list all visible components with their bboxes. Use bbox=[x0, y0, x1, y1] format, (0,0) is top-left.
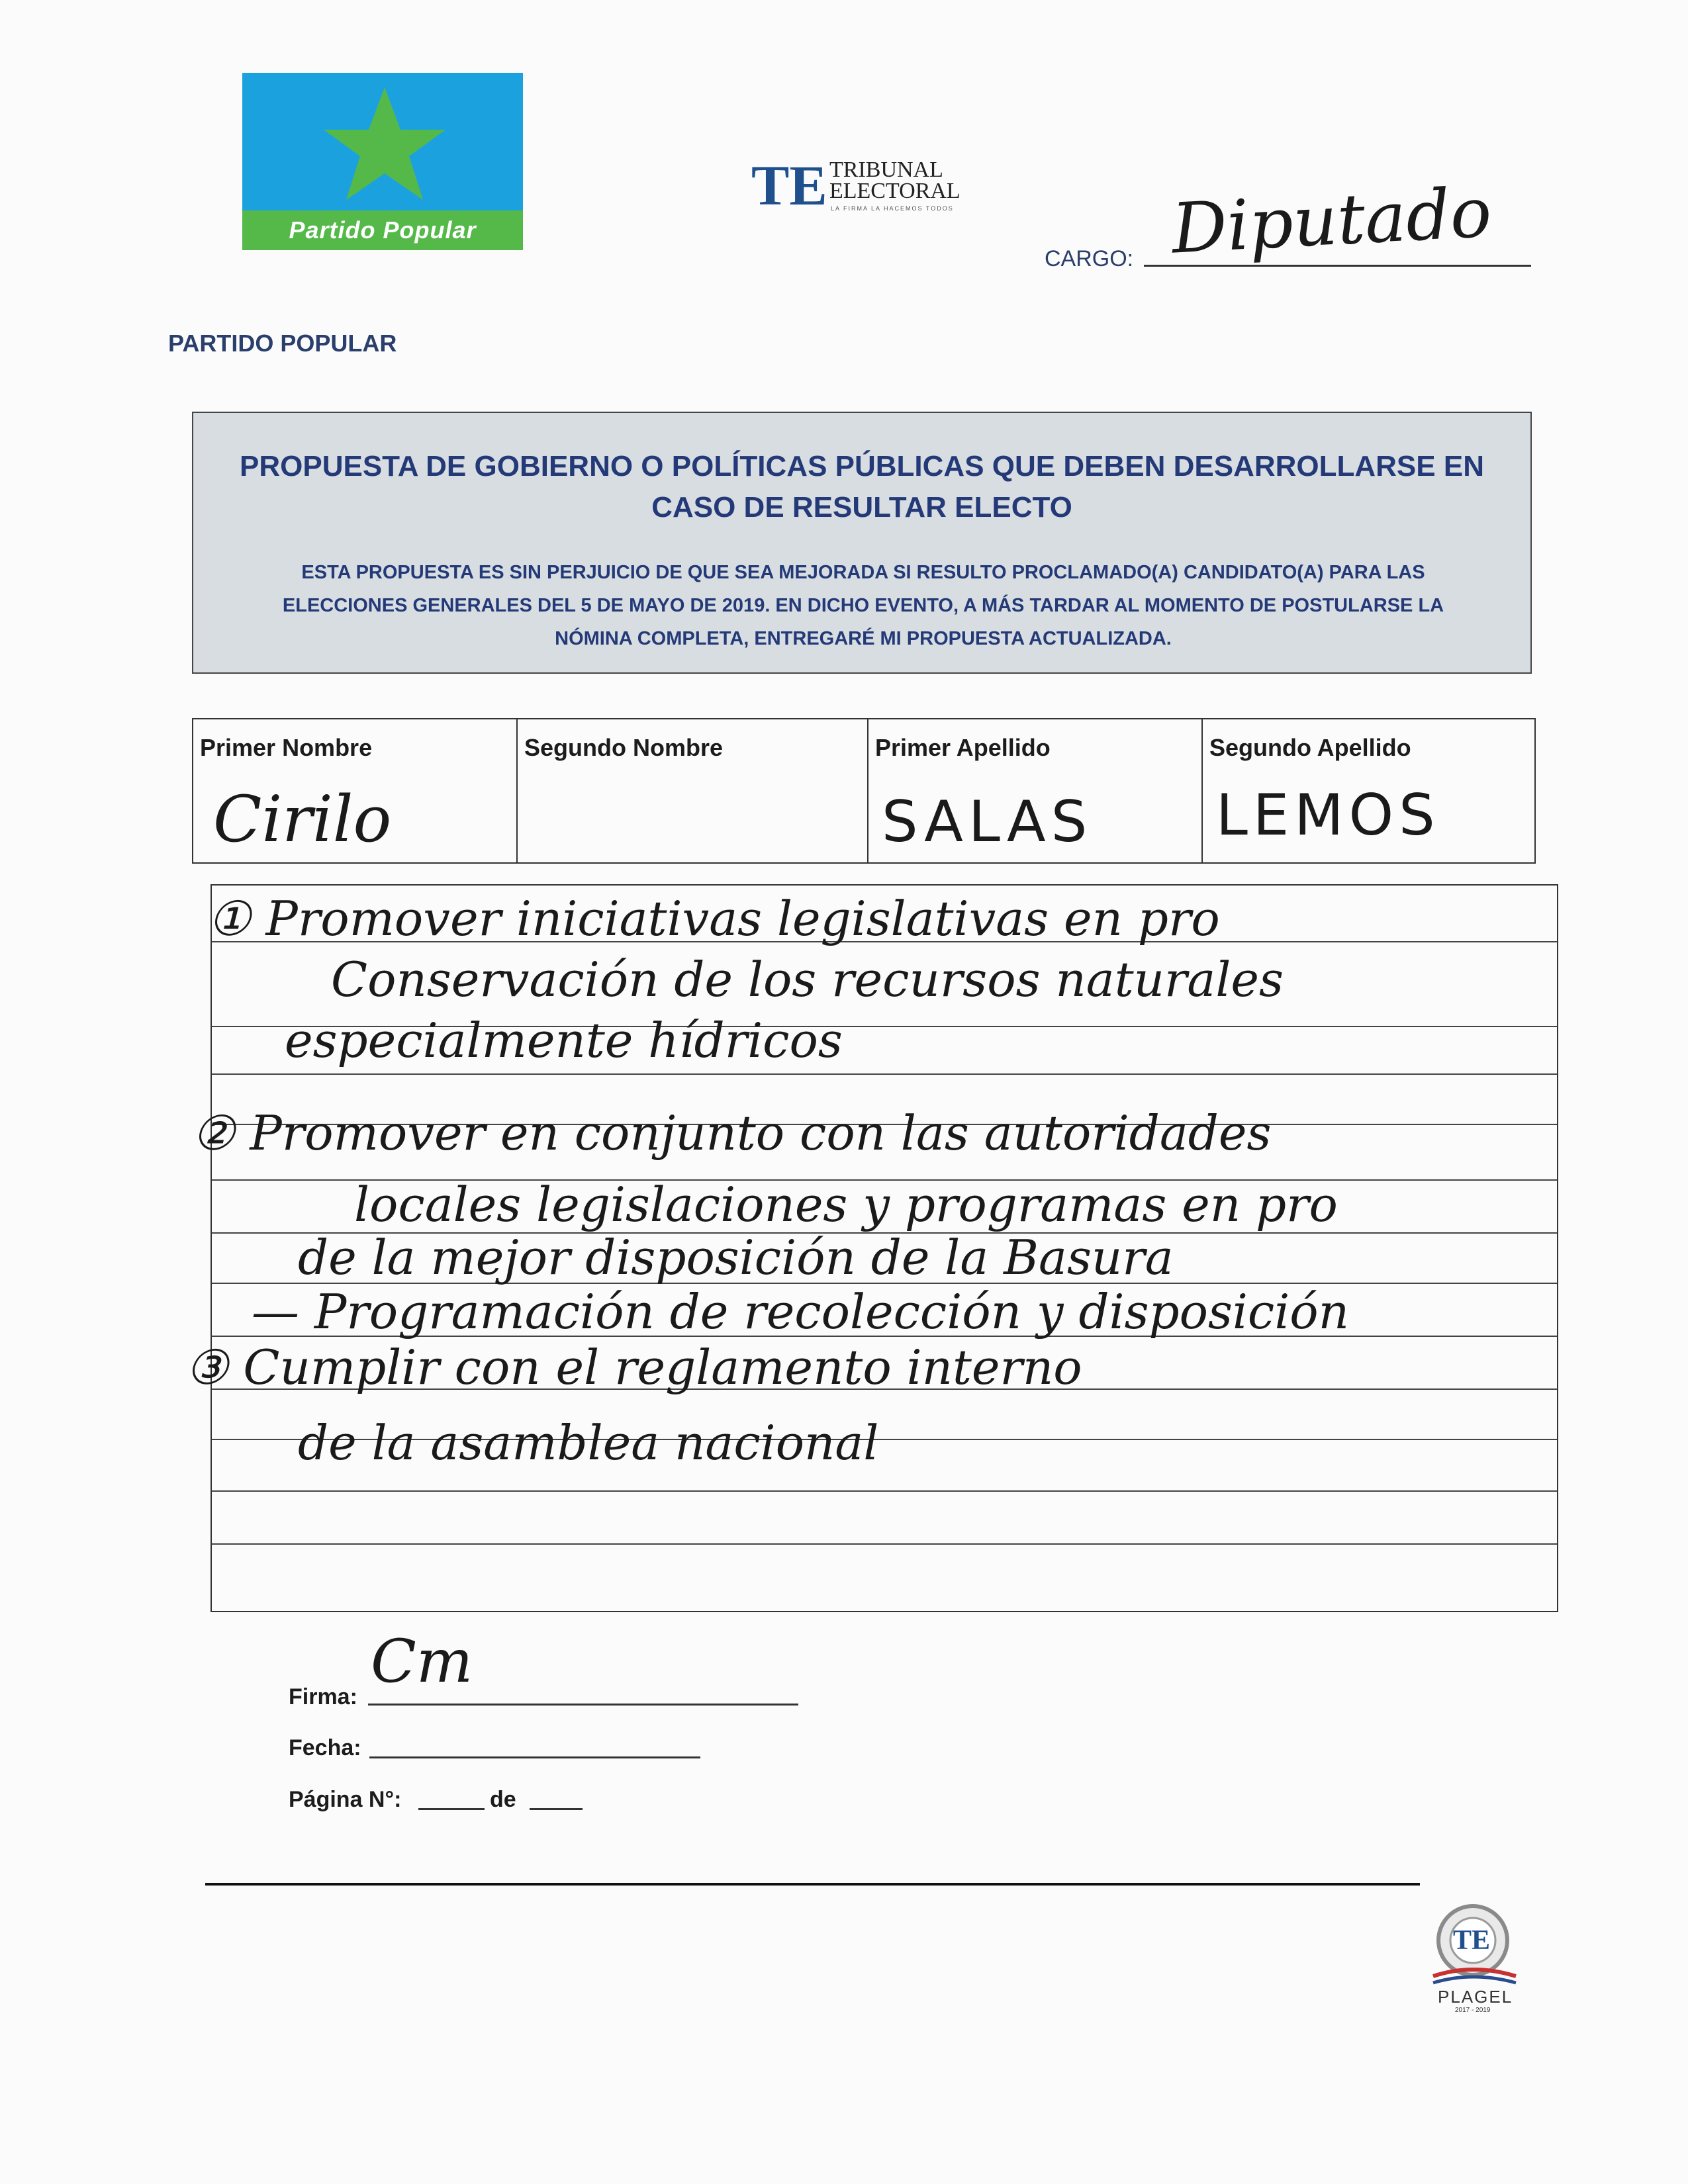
bottom-rule bbox=[205, 1883, 1420, 1886]
names-table bbox=[192, 718, 1536, 864]
first-surname-label: Primer Apellido bbox=[875, 734, 1051, 761]
pagina-total-line[interactable] bbox=[530, 1808, 583, 1810]
proposal-title bbox=[193, 446, 1530, 528]
proposal-line: ③ Cumplir con el reglamento interno bbox=[185, 1340, 1082, 1395]
pagina-number-line[interactable] bbox=[418, 1808, 485, 1810]
proposal-line: ② Promover en conjunto con las autoridades bbox=[192, 1105, 1272, 1161]
second-surname-label: Segundo Apellido bbox=[1209, 734, 1411, 761]
proposal-line: locales legislaciones y programas en pro bbox=[354, 1177, 1338, 1232]
second-name-cell[interactable] bbox=[518, 719, 868, 862]
te-mark: TE bbox=[751, 154, 827, 217]
plagel-name: PLAGEL bbox=[1438, 1987, 1513, 2007]
second-surname-value: LEMOS bbox=[1216, 782, 1440, 848]
ruled-line bbox=[212, 1543, 1557, 1545]
ruled-line bbox=[212, 1073, 1557, 1075]
proposal-title-line2: CASO DE RESULTAR ELECTO bbox=[651, 491, 1072, 523]
proposal-note-line3: NÓMINA COMPLETA, ENTREGARÉ MI PROPUESTA ACTUALIZADA. bbox=[555, 628, 1172, 649]
proposal-line: de la mejor disposición de la Basura bbox=[298, 1230, 1174, 1285]
de-label: de bbox=[490, 1787, 516, 1812]
signature: Cm bbox=[371, 1627, 473, 1696]
te-tagline: LA FIRMA LA HACEMOS TODOS bbox=[831, 205, 954, 212]
proposal-note-line1: ESTA PROPUESTA ES SIN PERJUICIO DE QUE SEA MEJORADA SI RESULTO PROCLAMADO(A) CANDIDATO(A) PARA LAS bbox=[301, 562, 1425, 583]
fecha-label: Fecha: bbox=[289, 1735, 361, 1760]
proposal-note bbox=[207, 556, 1520, 655]
first-name-value: Cirilo bbox=[213, 782, 392, 856]
fecha-line[interactable] bbox=[369, 1756, 700, 1758]
plagel-mark: TE bbox=[1453, 1925, 1491, 1956]
party-logo bbox=[242, 73, 523, 250]
second-name-label: Segundo Nombre bbox=[524, 734, 724, 761]
first-surname-cell[interactable] bbox=[868, 719, 1203, 862]
plagel-seal bbox=[1417, 1902, 1529, 2015]
proposal-title-line1: PROPUESTA DE GOBIERNO O POLÍTICAS PÚBLICAS QUE DEBEN DESARROLLARSE EN bbox=[240, 450, 1484, 482]
first-name-label: Primer Nombre bbox=[200, 734, 373, 761]
party-name: PARTIDO POPULAR bbox=[168, 330, 397, 357]
first-surname-value: SALAS bbox=[882, 789, 1093, 855]
cargo-value: Diputado bbox=[1170, 171, 1494, 269]
second-surname-cell[interactable] bbox=[1203, 719, 1534, 862]
proposal-line: ① Promover iniciativas legislativas en pro bbox=[208, 891, 1220, 946]
first-name-cell[interactable] bbox=[193, 719, 518, 862]
proposal-header-box bbox=[192, 412, 1532, 674]
cargo-label: CARGO: bbox=[1045, 246, 1134, 271]
plagel-years: 2017 - 2019 bbox=[1455, 2007, 1491, 2014]
proposal-line: especialmente hídricos bbox=[285, 1013, 843, 1068]
proposal-lines-box[interactable] bbox=[185, 884, 1558, 1612]
te-line1: TRIBUNAL bbox=[829, 158, 943, 182]
party-logo-banner bbox=[242, 210, 523, 250]
proposal-note-line2: ELECCIONES GENERALES DEL 5 DE MAYO DE 2019. EN DICHO EVENTO, A MÁS TARDAR AL MOMENTO DE POSTULARSE LA bbox=[282, 595, 1444, 616]
star-icon bbox=[318, 82, 451, 214]
party-logo-text: Partido Popular bbox=[289, 216, 477, 244]
proposal-line: Conservación de los recursos naturales bbox=[331, 952, 1284, 1007]
proposal-line: — Programación de recolección y disposición bbox=[252, 1284, 1350, 1340]
te-line2: ELECTORAL bbox=[829, 179, 961, 203]
proposal-line: de la asamblea nacional bbox=[298, 1415, 879, 1471]
tribunal-electoral-logo bbox=[751, 156, 963, 222]
firma-label: Firma: bbox=[289, 1684, 357, 1709]
pagina-label: Página N°: bbox=[289, 1787, 402, 1812]
firma-line[interactable] bbox=[368, 1704, 798, 1706]
ruled-line bbox=[212, 1490, 1557, 1492]
